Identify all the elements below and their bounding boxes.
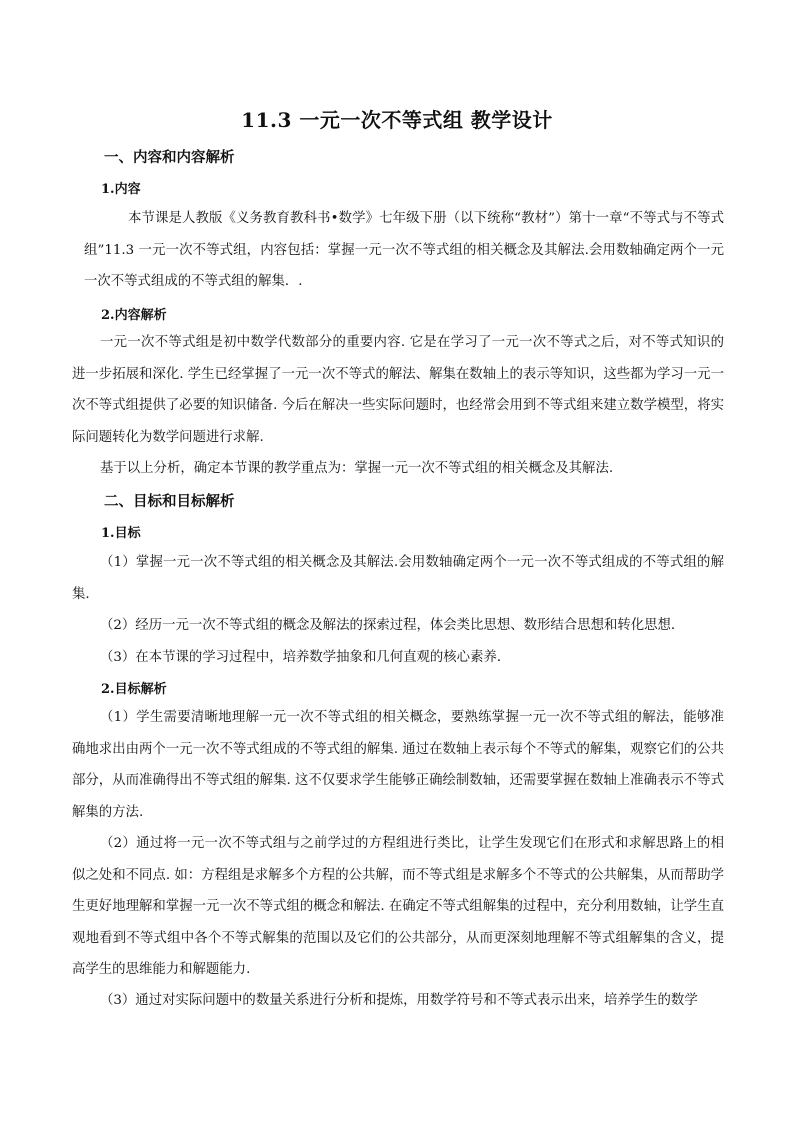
subheading-content-analysis: 2.内容解析 (101, 308, 167, 323)
subheading-goals: 1.目标 (101, 526, 141, 541)
section-heading-goals: 二、目标和目标解析 (104, 493, 235, 510)
goal-item-1: （1）掌握一元一次不等式组的相关概念及其解法.会用数轴确定两个一元一次不等式组成的不等式组的解集. (72, 555, 724, 602)
paragraph-teaching-focus: 基于以上分析，确定本节课的教学重点为：掌握一元一次不等式组的相关概念及其解法. (100, 461, 614, 476)
goal-analysis-1: （1）学生需要清晰地理解一元一次不等式组的相关概念，要熟练掌握一元一次不等式组的解法，能够准确地求出由两个一元一次不等式组成的不等式组的解集. 通过在数轴上表示每个不等式的解集，观察它们的公共部分，从而准确得出不等式组的解集. 这不仅要求学生能够正确绘制数轴，还需要掌握在数轴上准确表示不等式解集的方法. (72, 710, 724, 820)
goal-item-2: （2）经历一元一次不等式组的概念及解法的探索过程，体会类比思想、数形结合思想和转化思想． (100, 618, 685, 633)
section-heading-content: 一、内容和内容解析 (104, 149, 235, 166)
subheading-goal-analysis: 2.目标解析 (101, 682, 167, 697)
goal-analysis-3: （3）通过对实际问题中的数量关系进行分析和提炼，用数学符号和不等式表示出来，培养学生的数学 (100, 993, 698, 1008)
paragraph-content: 本节课是人教版《义务教育教科书•数学》七年级下册（以下统称“教材”）第十一章“不等式与不等式组”11.3 一元一次不等式组，内容包括：掌握一元一次不等式组的相关概念及其解法.会用数轴确定两个一元一次不等式组成的不等式组的解集．. (84, 211, 724, 290)
goal-analysis-2: （2）通过将一元一次不等式组与之前学过的方程组进行类比，让学生发现它们在形式和求解思路上的相似之处和不同点. 如：方程组是求解多个方程的公共解，而不等式组是求解多个不等式的公共解集，从而帮助学生更好地理解和掌握一元一次不等式组的概念和解法. 在确定不等式组解集的过程中，充分利用数轴，让学生直观地看到不等式组中各个不等式解集的范围以及它们的公共部分，从而更深刻地理解不等式组解集的含义，提高学生的思维能力和解题能力. (72, 836, 724, 978)
subheading-content: 1.内容 (101, 182, 141, 197)
goal-item-3: （3）在本节课的学习过程中，培养数学抽象和几何直观的核心素养． (100, 650, 511, 665)
page-title: 11.3 一元一次不等式组 教学设计 (241, 108, 553, 132)
paragraph-content-analysis: 一元一次不等式组是初中数学代数部分的重要内容. 它是在学习了一元一次不等式之后，对不等式知识的进一步拓展和深化. 学生已经掌握了一元一次不等式的解法、解集在数轴上的表示等知识，这些都为学习一元一次不等式组提供了必要的知识储备. 今后在解决一些实际问题时，也经常会用到不等式组来建立数学模型，将实际问题转化为数学问题进行求解. (72, 335, 724, 445)
